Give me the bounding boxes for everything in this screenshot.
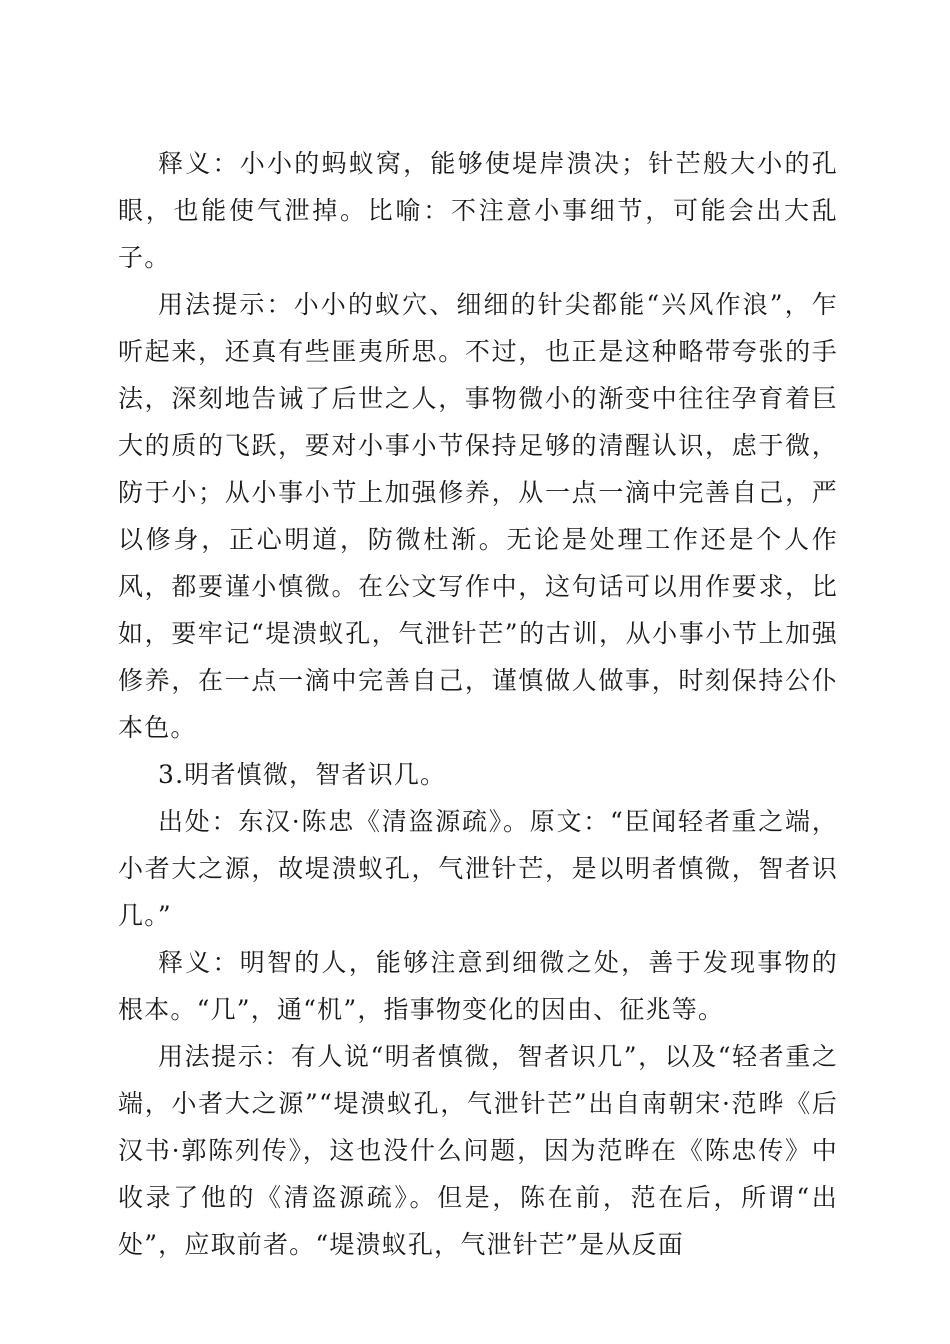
paragraph-usage-3: 用法提示：有人说“明者慎微，智者识几”，以及“轻者重之端，小者大之源”“堤溃蚁孔，气泄针芒”出自南朝宋·范晔《后汉书·郭陈列传》，这也没什么问题，因为范晔在《陈忠传》中收录了他的《清盗源疏》。但是，陈在前，范在后，所谓“出处”，应取前者。“堤溃蚁孔，气泄针芒”是从反面 <box>118 1042 838 1259</box>
paragraph-source-3: 出处：东汉·陈忠《清盗源疏》。原文：“臣闻轻者重之端，小者大之源，故堤溃蚁孔，气泄针芒，是以明者慎微，智者识几。” <box>118 807 838 930</box>
paragraph-meaning-3: 释义：明智的人，能够注意到细微之处，善于发现事物的根本。“几”，通“机”，指事物变化的因由、征兆等。 <box>118 948 838 1024</box>
paragraph-meaning-1: 释义：小小的蚂蚁窝，能够使堤岸溃决；针芒般大小的孔眼，也能使气泄掉。比喻：不注意小事细节，可能会出大乱子。 <box>118 149 838 272</box>
paragraph-usage-1: 用法提示：小小的蚁穴、细细的针尖都能“兴风作浪”，乍听起来，还真有些匪夷所思。不过，也正是这种略带夸张的手法，深刻地告诫了后世之人，事物微小的渐变中往往孕育着巨大的质的飞跃，要对小事小节保持足够的清醒认识，虑于微，防于小；从小事小节上加强修养，从一点一滴中完善自己，严以修身，正心明道，防微杜渐。无论是处理工作还是个人作风，都要谨小慎微。在公文写作中，这句话可以用作要求，比如，要牢记“堤溃蚁孔，气泄针芒”的古训，从小事小节上加强修养，在一点一滴中完善自己，谨慎做人做事，时刻保持公仆本色。 <box>118 290 838 742</box>
paragraph-heading-3: 3.明者慎微，智者识几。 <box>158 760 447 789</box>
document-body <box>118 140 838 1268</box>
